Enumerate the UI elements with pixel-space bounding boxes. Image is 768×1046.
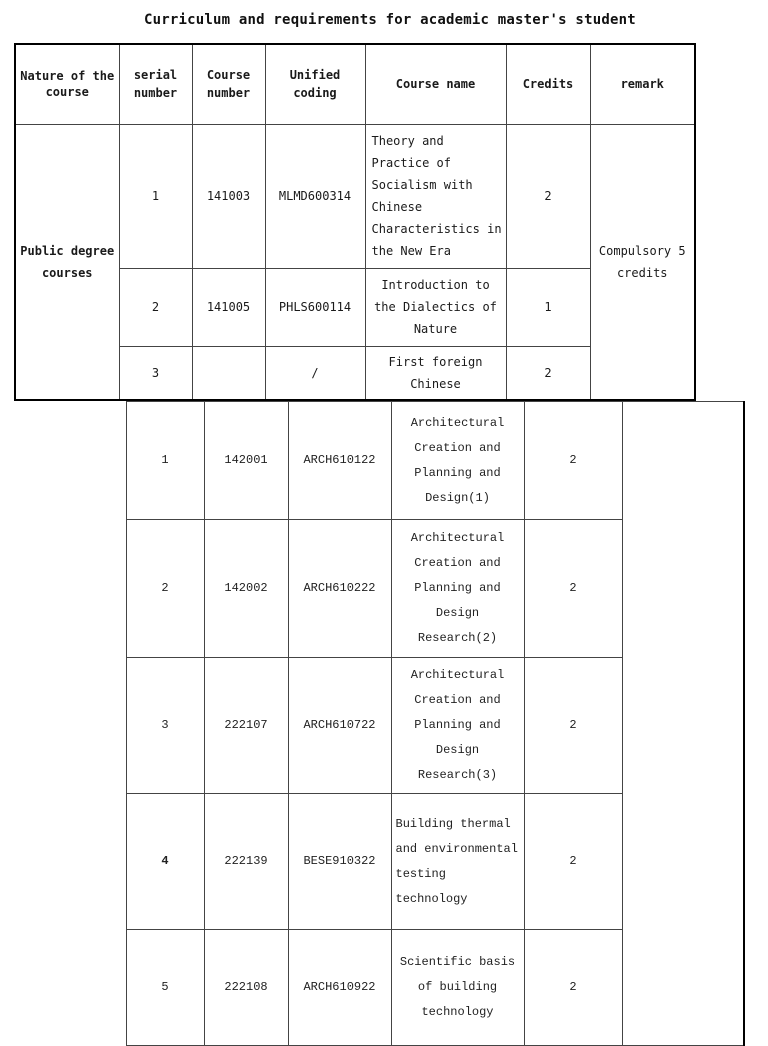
- course-nature-cell: [0, 402, 126, 1046]
- credits-cell: 2: [524, 402, 622, 520]
- course-name-cell: Introduction to the Dialectics of Nature: [365, 268, 506, 346]
- serial-cell: 4: [126, 794, 204, 930]
- credits-cell: 2: [524, 794, 622, 930]
- header-unified-coding: Unified coding: [265, 44, 365, 124]
- credits-cell: 2: [524, 658, 622, 794]
- coding-cell: ARCH610222: [288, 520, 391, 658]
- document-title: Curriculum and requirements for academic master's student: [144, 12, 636, 28]
- coding-cell: ARCH610122: [288, 402, 391, 520]
- header-course-number: Course number: [192, 44, 265, 124]
- credits-cell: 2: [524, 520, 622, 658]
- header-serial: serial number: [119, 44, 192, 124]
- course-name-cell: Scientific basis of building technology: [391, 930, 524, 1046]
- remark-cell: Compulsory 5 credits: [590, 124, 695, 400]
- serial-cell: 2: [126, 520, 204, 658]
- course-number-cell: 142001: [204, 402, 288, 520]
- course-number-cell: 222107: [204, 658, 288, 794]
- credits-cell: 2: [524, 930, 622, 1046]
- header-nature: Nature of the course: [15, 44, 119, 124]
- header-remark: remark: [590, 44, 695, 124]
- course-name-cell: Architectural Creation and Planning and Design(1): [391, 402, 524, 520]
- page-margin: [744, 402, 768, 1046]
- course-number-cell: 141005: [192, 268, 265, 346]
- serial-cell: 3: [126, 658, 204, 794]
- serial-cell: 2: [119, 268, 192, 346]
- header-credits: Credits: [506, 44, 590, 124]
- course-number-cell: 142002: [204, 520, 288, 658]
- course-name-cell: Theory and Practice of Socialism with Chinese Characteristics in the New Era: [365, 124, 506, 268]
- course-number-cell: 141003: [192, 124, 265, 268]
- credits-cell: 2: [506, 124, 590, 268]
- table-row: [15, 124, 695, 268]
- coding-cell: MLMD600314: [265, 124, 365, 268]
- serial-cell: 5: [126, 930, 204, 1046]
- course-number-cell: 222108: [204, 930, 288, 1046]
- course-name-cell: First foreign Chinese: [365, 346, 506, 400]
- coding-cell: /: [265, 346, 365, 400]
- course-number-cell: 222139: [204, 794, 288, 930]
- table-row: [0, 402, 768, 520]
- coding-cell: PHLS600114: [265, 268, 365, 346]
- professional-courses-table: [0, 401, 768, 1046]
- course-number-cell: [192, 346, 265, 400]
- credits-cell: 1: [506, 268, 590, 346]
- coding-cell: BESE910322: [288, 794, 391, 930]
- coding-cell: ARCH610922: [288, 930, 391, 1046]
- remark-cell: [622, 402, 744, 1046]
- course-name-cell: Architectural Creation and Planning and Design Research(2): [391, 520, 524, 658]
- course-name-cell: Building thermal and environmental testing technology: [391, 794, 524, 930]
- public-courses-table: [14, 43, 696, 401]
- course-nature: Public degree courses: [15, 124, 119, 400]
- course-name-cell: Architectural Creation and Planning and Design Research(3): [391, 658, 524, 794]
- coding-cell: ARCH610722: [288, 658, 391, 794]
- credits-cell: 2: [506, 346, 590, 400]
- serial-cell: 3: [119, 346, 192, 400]
- serial-cell: 1: [126, 402, 204, 520]
- header-row: [15, 44, 695, 124]
- serial-cell: 1: [119, 124, 192, 268]
- header-course-name: Course name: [365, 44, 506, 124]
